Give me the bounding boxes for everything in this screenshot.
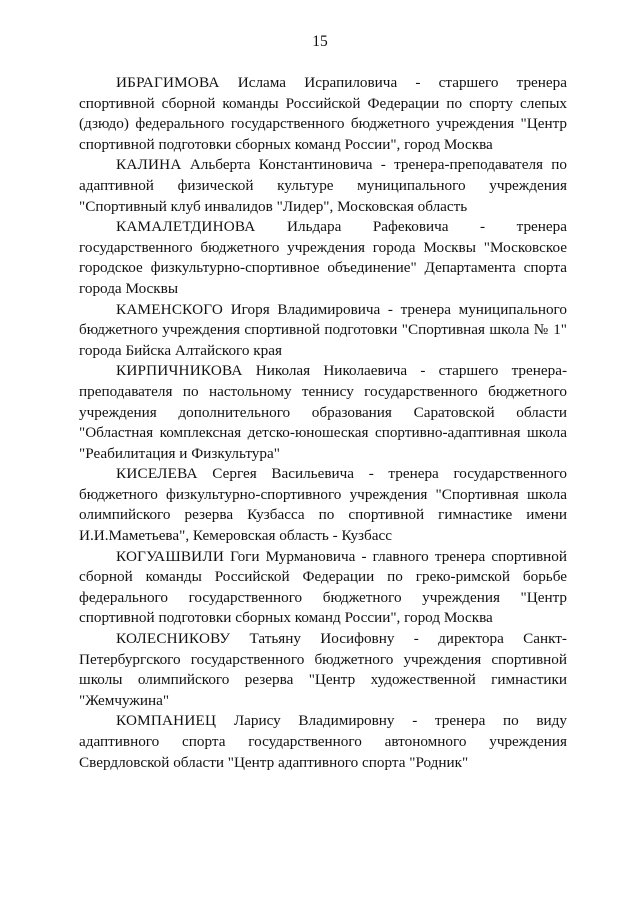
recipient-surname: КАМЕНСКОГО: [116, 300, 224, 318]
list-item: [79, 73, 567, 155]
list-item: [79, 547, 567, 629]
recipient-details: Татьяну Иосифовну - директора Санкт-Петербургского государственного бюджетного учреждения спортивной школы олимпийского резерва "Центр художественной гимнастики "Жемчужина": [79, 630, 567, 709]
recipient-surname: КАЛИНА: [116, 156, 182, 174]
recipient-surname: ИБРАГИМОВА: [116, 74, 220, 91]
list-item: [79, 629, 567, 711]
recipient-surname: КИСЕЛЕВА: [116, 465, 198, 483]
recipient-surname: КОМПАНИЕЦ: [116, 712, 217, 730]
recipient-details: Ильдара Рафековича - тренера государственного бюджетного учреждения города Москвы "Московское городское физкультурно-спортивное объединение" Департамента спорта города Москвы: [79, 218, 568, 297]
list-item: [79, 300, 567, 362]
recipient-details: Ислама Исрапиловича - старшего тренера спортивной сборной команды Российской Федерации по спорту слепых (дзюдо) федерального государственного бюджетного учреждения "Центр спортивной подготовки сборных команд России", город Москва: [79, 74, 567, 153]
list-item: [79, 217, 567, 299]
page-number: 15: [312, 33, 328, 50]
recipient-surname: КИРПИЧНИКОВА: [116, 362, 243, 380]
recipient-surname: КАМАЛЕТДИНОВА: [116, 218, 256, 236]
recipient-details: Сергея Васильевича - тренера государственного бюджетного физкультурно-спортивного учреждения "Спортивная школа олимпийского резерва Кузбасса по спортивной гимнастике имени И.И.Маметьева", Кемеровская область - Кузбасс: [79, 465, 568, 545]
list-item: [79, 361, 567, 464]
list-item: [79, 155, 567, 217]
list-item: [79, 711, 567, 773]
recipient-details: Гоги Мурмановича - главного тренера спортивной сборной команды Российской Федерации по греко-римской борьбе федерального государственного бюджетного учреждения "Центр спортивной подготовки сборных команд России", город Москва: [79, 547, 567, 627]
recipient-details: Николая Николаевича - старшего тренера-преподавателя по настольному теннису государственного бюджетного учреждения дополнительного образования Саратовской области "Областная комплексная детско-юношеская спортивно-адаптивная школа "Реабилитация и Физкультура": [79, 362, 568, 462]
recipient-details: Ларису Владимировну - тренера по виду адаптивного спорта государственного автономного учреждения Свердловской области "Центр адаптивного спорта "Родник": [79, 712, 568, 771]
recipient-details: Альберта Константиновича - тренера-преподавателя по адаптивной физической культуре муниципального учреждения "Спортивный клуб инвалидов "Лидер", Московская область: [79, 156, 568, 215]
list-item: [79, 464, 567, 546]
recipient-surname: КОГУАШВИЛИ: [116, 547, 225, 565]
award-list: [79, 73, 567, 773]
recipient-surname: КОЛЕСНИКОВУ: [116, 630, 231, 648]
recipient-details: Игоря Владимировича - тренера муниципального бюджетного учреждения спортивной подготовки "Спортивная школа № 1" города Бийска Алтайского края: [79, 300, 567, 359]
